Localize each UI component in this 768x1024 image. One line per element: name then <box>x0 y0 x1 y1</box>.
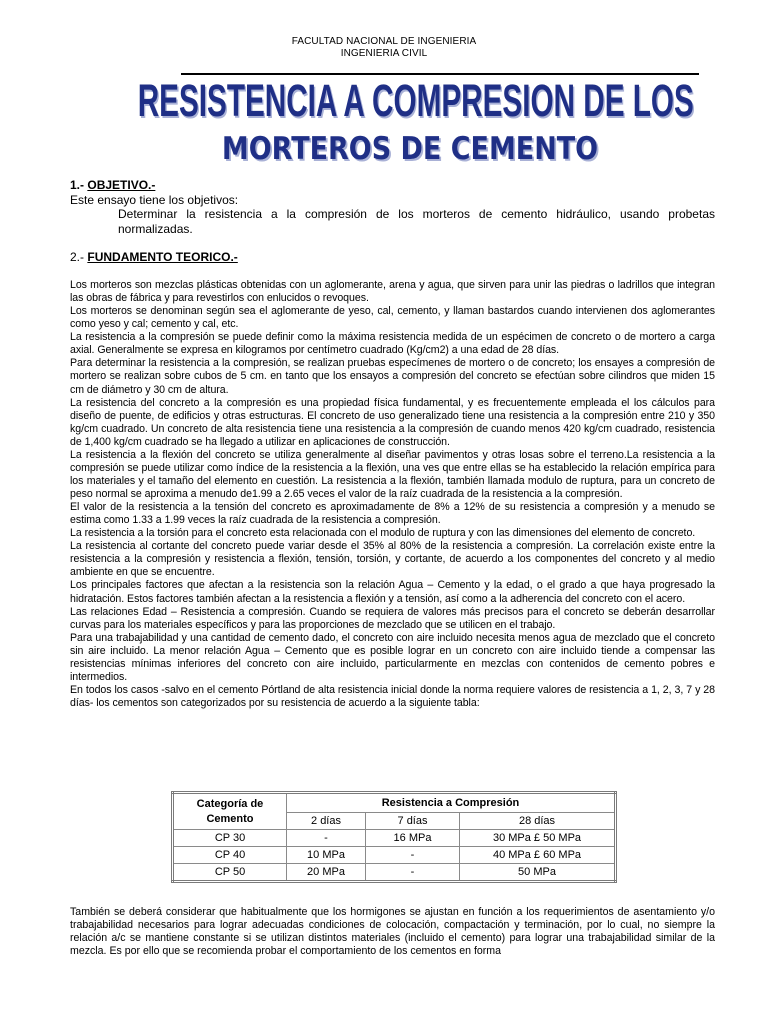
table-row <box>173 847 616 864</box>
paragraph: Los morteros se denominan según sea el aglomerante de yeso, cal, cemento, y llaman bastardos cuando intervienen dos aglomerantes como yeso y cal; cemento y cal, etc. <box>70 305 715 331</box>
table-header-row <box>173 793 616 813</box>
table-cell: 50 MPa <box>460 864 616 882</box>
closing-text <box>70 906 715 958</box>
objective-text: Determinar la resistencia a la compresión de los morteros de cemento hidráulico, usando probetas normalizadas. <box>118 207 715 236</box>
table-cell: CP 40 <box>173 847 287 864</box>
paragraph: La resistencia a la torsión para el concreto esta relacionada con el modulo de ruptura y con las dimensiones del elemento de concreto. <box>70 527 696 540</box>
theory-body <box>70 279 715 710</box>
objective-intro: Este ensayo tiene los objetivos: <box>70 193 239 207</box>
age-header: 7 días <box>366 813 460 830</box>
paragraph: También se deberá considerar que habitualmente que los hormigones se ajustan en función a los requerimientos de asentamiento y/o trabajabilidad necesarios para lograr adecuadas condiciones de colocación, compactación y terminación, por lo cual, no siempre la relación a/c se mantiene constante si se utilizan distintos materiales (incluido el cemento) para lograr una trabajabilidad similar de la mezcla. Es por ello que se recomienda probar el comportamiento de los cementos en forma <box>70 906 715 958</box>
section-1-number: 1.- <box>70 178 85 192</box>
table-row <box>173 864 616 882</box>
category-column-header: Categoría de Cemento <box>173 793 287 830</box>
table-cell: CP 30 <box>173 830 287 847</box>
paragraph: El valor de la resistencia a la tensión del concreto es aproximadamente de 8% a 12% de su resistencia a compresión y a menudo se estima como 1.33 a 1.99 veces la raíz cuadrada de la resistencia a compresión. <box>70 501 715 527</box>
paragraph: La resistencia a la compresión se puede definir como la máxima resistencia medida de un espécimen de concreto o de mortero a carga axial. Generalmente se expresa en kilogramos por centímetro cuadrado (Kg/cm2) a una edad de 28 días. <box>70 331 715 357</box>
table-cell: - <box>287 830 366 847</box>
table-cell: CP 50 <box>173 864 287 882</box>
paragraph: La resistencia al cortante del concreto puede variar desde el 35% al 80% de la resistencia a compresión. La correlación existe entre la resistencia a la compresión y resistencia a flexión, tensión, torsión, y cortante, de acuerdo a los componentes del concreto y al medio ambiente en que se encuentre. <box>70 540 715 579</box>
cement-category-table <box>171 791 617 883</box>
faculty-name: FACULTAD NACIONAL DE INGENIERIA <box>291 36 477 47</box>
section-1-heading <box>70 178 155 192</box>
section-2-number: 2.- <box>70 250 85 264</box>
section-1-label: OBJETIVO.- <box>87 178 156 192</box>
paragraph: Para determinar la resistencia a la compresión, se realizan pruebas especímenes de mortero o de concreto; los ensayes a compresión de mortero se realizan sobre cubos de 5 cm. en tanto que los ensayos a compresión del concreto se efectúan sobre cilindros que miden 15 cm de diámetro y 30 cm de altura. <box>70 357 715 396</box>
table-cell: 30 MPa £ 50 MPa <box>460 830 616 847</box>
paragraph: La resistencia del concreto a la compresión es una propiedad física fundamental, y es frecuentemente empleada el los cálculos para diseño de puente, de edificios y otras estructuras. El concreto de uso generalizado tiene una resistencia a la compresión entre 210 y 350 kg/cm cuadrado. Un concreto de alta resistencia tiene una resistencia a la compresión de cuando menos 420 kg/cm cuadrado, resistencia de 1,400 kg/cm cuadrado se ha llegado a utilizar en aplicaciones de construcción. <box>70 396 715 448</box>
paragraph: En todos los casos -salvo en el cemento Pórtland de alta resistencia inicial donde la norma requiere valores de resistencia a 1, 2, 3, 7 y 28 días- los cementos son categorizados por su resistencia de acuerdo a la siguiente tabla: <box>70 683 715 709</box>
paragraph: La resistencia a la flexión del concreto se utiliza generalmente al diseñar pavimentos y otras losas sobre el terreno.La resistencia a la compresión se puede utilizar como índice de la resistencia a la flexión, una ves que entre ellas se ha establecido la relación empírica para los materiales y el tamaño del elemento en cuestión. La resistencia a la flexión, también llamada modulo de ruptura, para un concreto de peso normal se aproxima a menudo de1.99 a 2.65 veces el valor de la raíz cuadrada de la resistencia a la compresión. <box>70 448 715 500</box>
title-line-1: RESISTENCIA A COMPRESION DE LOS <box>137 75 694 126</box>
section-2-label: FUNDAMENTO TEORICO.- <box>87 250 238 264</box>
paragraph: Las relaciones Edad – Resistencia a compresión. Cuando se requiera de valores más precisos para el concreto se deberán desarrollar curvas para los materiales específicos y para las proporciones de mezclado que se utilicen en el trabajo. <box>70 605 715 631</box>
table-cell: 20 MPa <box>287 864 366 882</box>
paragraph: Los morteros son mezclas plásticas obtenidas con un aglomerante, arena y agua, que sirven para unir las piedras o ladrillos que integran las obras de fábrica y para revestirlos con enlucidos o revoques. <box>70 279 715 305</box>
paragraph: Para una trabajabilidad y una cantidad de cemento dado, el concreto con aire incluido necesita menos agua de mezclado que el concreto sin aire incluido. La menor relación Agua – Cemento que es posible lograr en un concreto con aire incluido tiende a compensar las resistencias mínimas inferiores del concreto con aire incluido, particularmente en mezclas con contenidos de cemento pobres e intermedios. <box>70 631 715 683</box>
section-2-heading <box>70 250 238 264</box>
table-cell: 40 MPa £ 60 MPa <box>460 847 616 864</box>
table-cell: - <box>366 864 460 882</box>
table-row <box>173 830 616 847</box>
table-cell: 16 MPa <box>366 830 460 847</box>
document-header <box>0 36 768 60</box>
paragraph: Los principales factores que afectan a la resistencia son la relación Agua – Cemento y la edad, o el grado a que haya progresado la hidratación. Estos factores también afectan a la resistencia a flexión y a tensión, así como a la adherencia del concreto con el acero. <box>70 579 715 605</box>
table-cell: - <box>366 847 460 864</box>
table-cell: 10 MPa <box>287 847 366 864</box>
age-header: 28 días <box>460 813 616 830</box>
age-header: 2 días <box>287 813 366 830</box>
department-name: INGENIERIA CIVIL <box>340 48 428 59</box>
title-line-2: MORTEROS DE CEMENTO <box>221 131 599 167</box>
strength-group-header: Resistencia a Compresión <box>287 793 616 813</box>
